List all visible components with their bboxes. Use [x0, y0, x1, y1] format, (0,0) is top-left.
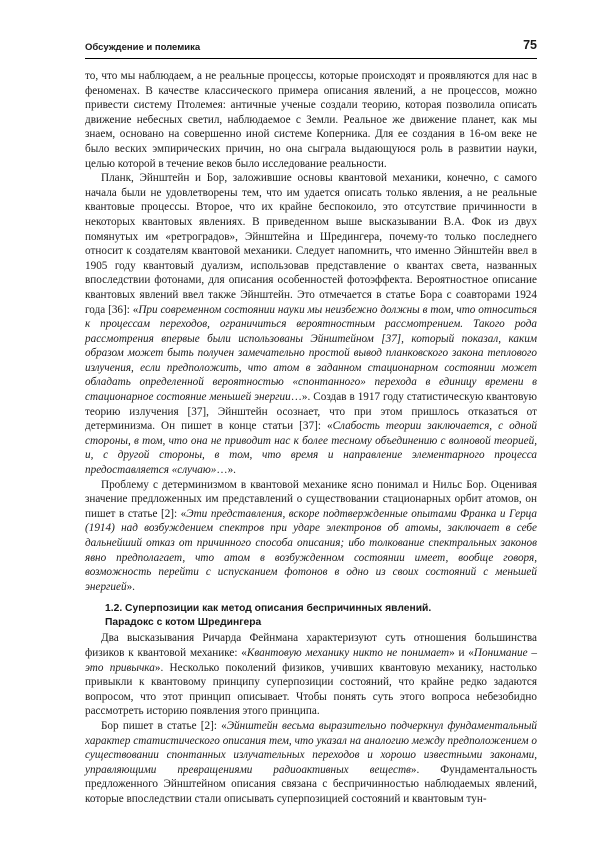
quote-bohr-statistical: Эйнштейн весьма выразительно подчеркнул фундаментальный характер статистического описания тем, что указал на аналогию между предположением о существовании спонтанных излучательных переходов и хорошо известными законами, управляющими превращениями радиоактивных веществ	[85, 719, 537, 776]
page-number: 75	[523, 38, 537, 52]
paragraph-text: » и «	[449, 646, 474, 659]
paragraph-4	[85, 631, 537, 719]
section-heading-line-1: 1.2. Суперпозиции как метод описания беспричинных явлений.	[105, 603, 432, 615]
paragraph-5	[85, 719, 537, 807]
paragraph-text: ». Фундаментальность предложенного Эйнштейном описания связана с беспричинностью наблюдаемых явлений, которые впоследствии стали описывать суперпозицией состояний и квантовым тун-	[85, 763, 537, 805]
quote-einstein-1917: Слабость теории заключается, с одной стороны, в том, что она не приводит нас к более тесному объединению с волновой теорией, и, с другой стороны, в том, что время и направление элементарного процесса предоставляется «случаю»	[85, 420, 538, 477]
section-heading-line-2: Парадокс с котом Шредингера	[105, 616, 262, 628]
quote-feynman-2: Понимание – это привычка	[85, 646, 537, 674]
paragraph-text: …».	[216, 464, 236, 477]
page-header	[85, 40, 537, 59]
paragraph-text: Два высказывания Ричарда Фейнмана характеризуют суть отношения большинства физиков к квантовой механике: «	[85, 632, 537, 659]
quote-bohr-1924: При современном состоянии науки мы неизбежно должны в том, что относиться к процессам переходов, ограничиться вероятностным рассмотрением. Такого рода рассмотрения впервые были использованы Эйнштейном [37], который показал, каким образом может быть получен замечательно простой вывод планковского закона теплового излучения, если предположить, что атом в заданном стационарном состоянии может обладать определенной вероятностью «спонтанного» перехода в единицу времени в стационарное состояние меньшей энергии	[85, 303, 537, 404]
paragraph-text: ». Несколько поколений физиков, учивших квантовую механику, настолько привыкли к квантовому принципу суперпозиции состояний, что крайне редко задаются вопросом, что этот принцип описывает. Чтобы понять суть этого вопроса небезобидно рассмотреть историю появления этого принципа.	[85, 661, 537, 718]
running-section-title: Обсуждение и полемика	[85, 42, 201, 53]
paragraph-text: …». Создав в 1917 году статистическую квантовую теорию излучения [37], Эйнштейн осознает, что при этом пришлось отказаться от детерминизма. Он пишет в конце статьи [37]: «	[85, 391, 537, 433]
paragraph-text: Планк, Эйнштейн и Бор, заложившие основы квантовой механики, конечно, с самого начала были не удовлетворены тем, что им удается описать только явления, а не реальные квантовые процессы. Второе, что их крайне беспокоило, это отсутствие причинности в некоторых квантовых явлениях. В приведенном выше высказывании В.А. Фок из двух помянутых им «ретроградов», Эйнштейна и Шредингера, почему-то только последнего относит к создателям квантовой механики. Следует напомнить, что именно Эйнштейн ввел в 1905 году квантовый дуализм, использовав представление о квантах света, названных впоследствии фотонами, для описания особенностей фотоэффекта. Вероятностное описание квантовых явлений ввел также Эйнштейн. Это отмечается в статье Бора с соавторами 1924 года [36]: «	[85, 172, 537, 316]
paragraph-text: ».	[126, 580, 135, 593]
paragraph-3	[85, 478, 537, 595]
paragraph-1	[85, 69, 537, 171]
page-body	[85, 69, 537, 807]
paragraph-text: Проблему с детерминизмом в квантовой механике ясно понимал и Нильс Бор. Оценивая значение предложенных им представлений о существовании стационарных орбит атомов, он пишет в статье [2]: «	[85, 478, 537, 520]
section-heading	[105, 602, 537, 629]
paragraph-text: Бор пишет в статье [2]: «	[101, 719, 227, 732]
quote-feynman-1: Квантовую механику никто не понимает	[246, 646, 450, 659]
paragraph-2	[85, 171, 537, 477]
quote-bohr-representations: Эти представления, вскоре подтвержденные опытами Франка и Герца (1914) над возбуждением спектров при ударе электронов об атомы, заключает в себе дальнейший отказ от причинного способа описания; ибо толкование спектральных законов явно предполагает, что атом в возбужденном состоянии имеет, вообще говоря, возможность перейти с испусканием фотонов в одно из своих состояний с меньшей энергией	[85, 507, 537, 593]
paragraph-text: то, что мы наблюдаем, а не реальные процессы, которые происходят и проявляются для нас в феноменах. В качестве классического примера описания явлений, а не процессов, можно привести систему Птолемея: античные ученые создали теорию, которая позволила описать движение небесных светил, наблюдаемое с Земли. Реальное же движение планет, как мы знаем, основано на совершенно иной системе Коперника. Для ее создания в 16-ом веке не было веских эмпирических причин, но она сыграла выдающуюся роль в развитии науки, целью которой в течение веков было исследование реальности.	[85, 70, 537, 170]
